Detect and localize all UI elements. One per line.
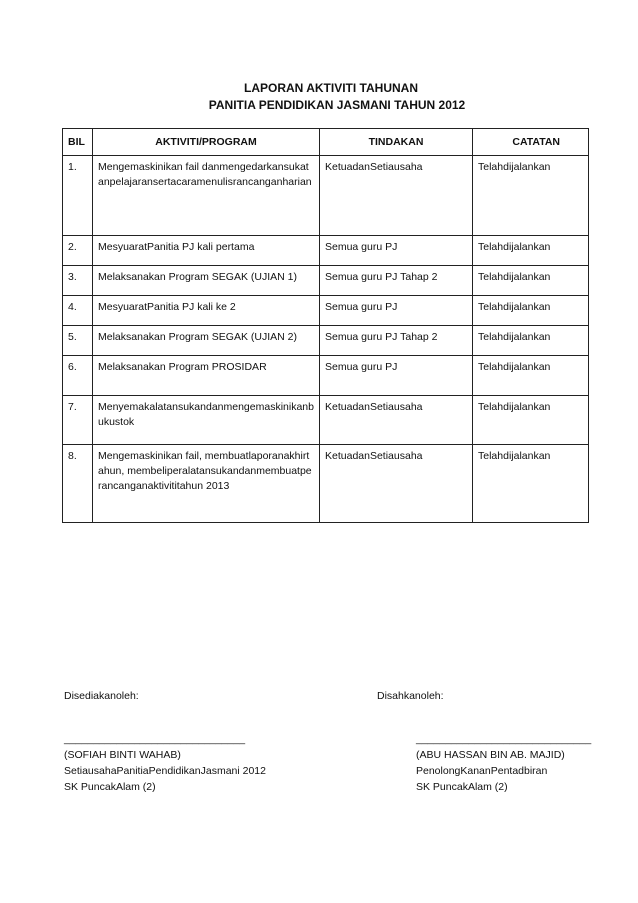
row-catatan: Telahdijalankan — [473, 396, 589, 445]
row-catatan: Telahdijalankan — [473, 296, 589, 326]
row-tindakan: Semua guru PJ — [320, 296, 473, 326]
signature-line: ______________________________ — [416, 733, 592, 745]
signer-school: SK PuncakAlam (2) — [64, 781, 156, 793]
row-catatan: Telahdijalankan — [473, 236, 589, 266]
row-bil: 2. — [63, 236, 93, 266]
row-catatan: Telahdijalankan — [473, 266, 589, 296]
row-aktiviti: Mengemaskinikan fail danmengedarkansukatanpelajaransertacaramenulisrancanganharian — [93, 156, 320, 236]
row-tindakan: Semua guru PJ — [320, 356, 473, 396]
row-tindakan: Semua guru PJ — [320, 236, 473, 266]
column-header-aktiviti: AKTIVITI/PROGRAM — [93, 129, 320, 156]
row-aktiviti: Melaksanakan Program SEGAK (UJIAN 2) — [93, 326, 320, 356]
row-aktiviti: MesyuaratPanitia PJ kali ke 2 — [93, 296, 320, 326]
column-header-tindakan: TINDAKAN — [320, 129, 473, 156]
table-header-row — [63, 129, 589, 156]
row-catatan: Telahdijalankan — [473, 445, 589, 523]
row-tindakan: KetuadanSetiausaha — [320, 156, 473, 236]
row-tindakan: KetuadanSetiausaha — [320, 396, 473, 445]
table-row — [63, 156, 589, 236]
row-aktiviti: Melaksanakan Program PROSIDAR — [93, 356, 320, 396]
row-bil: 1. — [63, 156, 93, 236]
signer-name: (ABU HASSAN BIN AB. MAJID) — [416, 749, 565, 761]
row-bil: 8. — [63, 445, 93, 523]
row-aktiviti: Menyemakalatansukandanmengemaskinikanbukustok — [93, 396, 320, 445]
row-catatan: Telahdijalankan — [473, 326, 589, 356]
signer-name: (SOFIAH BINTI WAHAB) — [64, 749, 181, 761]
row-tindakan: Semua guru PJ Tahap 2 — [320, 326, 473, 356]
table-row — [63, 445, 589, 523]
report-subtitle: PANITIA PENDIDIKAN JASMANI TAHUN 2012 — [208, 98, 466, 112]
table-row — [63, 326, 589, 356]
report-title: LAPORAN AKTIVITI TAHUNAN — [244, 81, 418, 95]
preparer-signature-block — [64, 731, 266, 795]
row-catatan: Telahdijalankan — [473, 156, 589, 236]
column-header-catatan: CATATAN — [473, 129, 589, 156]
row-bil: 4. — [63, 296, 93, 326]
approved-by-label: Disahkanoleh: — [377, 690, 444, 702]
prepared-by-label: Disediakanoleh: — [64, 690, 139, 702]
signer-position: PenolongKananPentadbiran — [416, 765, 548, 777]
table-row — [63, 356, 589, 396]
activity-table — [62, 128, 589, 523]
signer-school: SK PuncakAlam (2) — [416, 781, 508, 793]
approver-signature-block — [416, 731, 591, 795]
signer-position: SetiausahaPanitiaPendidikanJasmani 2012 — [64, 765, 266, 777]
table-row — [63, 296, 589, 326]
row-catatan: Telahdijalankan — [473, 356, 589, 396]
table-row — [63, 236, 589, 266]
row-bil: 3. — [63, 266, 93, 296]
table-row — [63, 266, 589, 296]
row-bil: 7. — [63, 396, 93, 445]
row-aktiviti: Mengemaskinikan fail, membuatlaporanakhirtahun, membeliperalatansukandanmembuatperancanganaktivititahun 2013 — [93, 445, 320, 523]
row-aktiviti: Melaksanakan Program SEGAK (UJIAN 1) — [93, 266, 320, 296]
column-header-bil: BIL — [63, 129, 93, 156]
row-aktiviti: MesyuaratPanitia PJ kali pertama — [93, 236, 320, 266]
row-tindakan: KetuadanSetiausaha — [320, 445, 473, 523]
row-tindakan: Semua guru PJ Tahap 2 — [320, 266, 473, 296]
signature-line: _______________________________ — [64, 733, 246, 745]
table-row — [63, 396, 589, 445]
row-bil: 6. — [63, 356, 93, 396]
row-bil: 5. — [63, 326, 93, 356]
